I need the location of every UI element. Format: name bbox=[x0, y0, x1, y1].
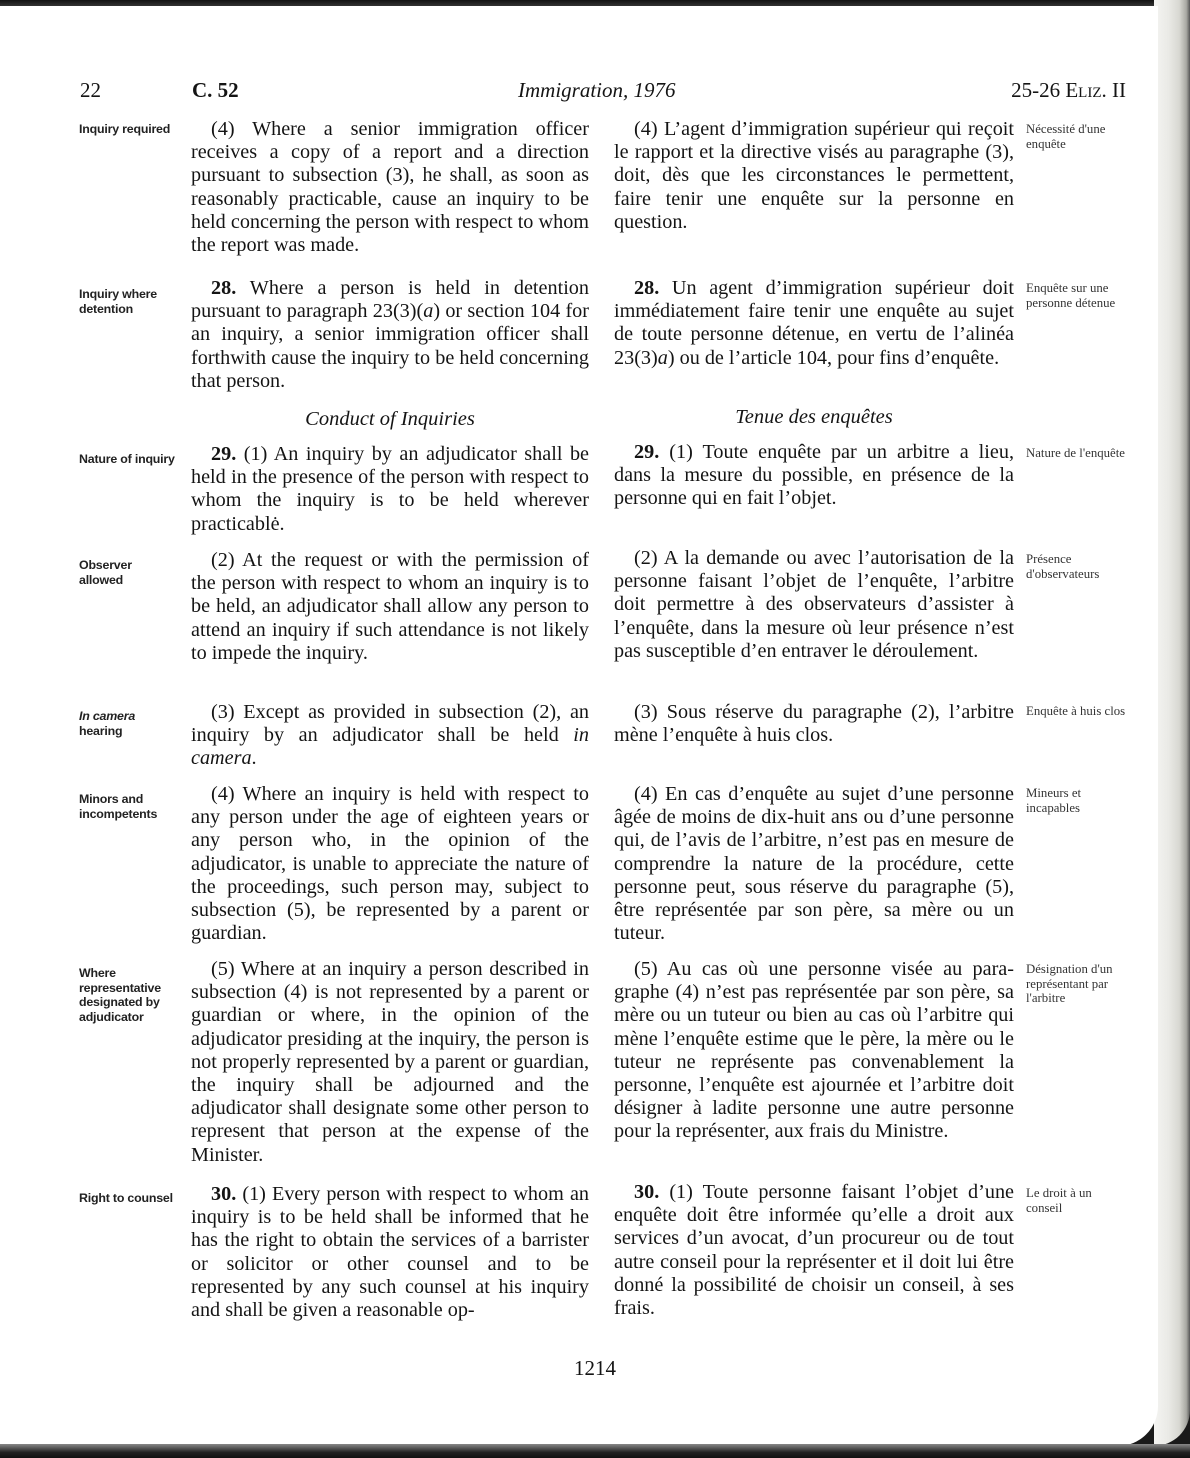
marginal-note-en: Observer allowed bbox=[79, 558, 132, 587]
section-text-fr: (2) A la demande ou avec l’autorisation de la personne faisant l’objet de l’enquête, l’arbitre doit permettre à des observateurs d’assister à l’enquête, dans la mesure où leur présence n’est pas susceptible d’en entraver le déroulement. bbox=[614, 547, 1014, 662]
section-fr bbox=[614, 118, 1014, 234]
chapter-number: C. 52 bbox=[192, 78, 239, 102]
marginal-note-fr: Désignation d'un représentant par l'arbitre bbox=[1026, 962, 1113, 1005]
section-fr bbox=[614, 701, 1014, 747]
section-number: 28. bbox=[211, 277, 237, 299]
running-head bbox=[80, 78, 1130, 108]
marginal-note-fr: Enquête à huis clos bbox=[1026, 704, 1126, 718]
section-text-fr: (3) Sous réserve du paragraphe (2), l’arbitre mène l’enquête à huis clos. bbox=[614, 701, 1014, 747]
section-en bbox=[191, 443, 589, 536]
section-fr bbox=[614, 783, 1014, 945]
section-text-fr: (5) Au cas où une personne visée au paragraphe (4) n’est pas représentée par son père, sa mère ou un tuteur ou bien au cas où l’arbitre qui mène l’enquête estime que le père, la mère ou le tuteur ne représente pas convenablement la personne, l’enquête est ajournée et l’arbitre doit désigner à ladite personne une autre personne pour la représenter, aux frais du Ministre. bbox=[614, 958, 1014, 1143]
marginal-note-fr: Nécessité d'une enquête bbox=[1026, 122, 1106, 151]
section-text-en: (3) Except as provided in subsection (2), an inquiry by an adjudicator shall be held in camera. bbox=[191, 701, 589, 770]
group-heading-fr: Tenue des enquêtes bbox=[735, 406, 893, 428]
section-text-fr: 30. (1) Toute personne faisant l’objet d’une enquête doit être informée qu’elle a droit aux services d’un avocat, d’un procureur ou de tout autre conseil pour la représenter et il doit lui être donné la possibilité de choisir un conseil, à ses frais. bbox=[614, 1181, 1014, 1320]
section-text-en: (4) Where a senior immigration officer receives a copy of a report and a direction pursuant to subsection (3), he shall, as soon as reasonably practicable, cause an inquiry to be held concerning the person with respect to whom the report was made. bbox=[191, 118, 589, 257]
section-number: 29. bbox=[634, 441, 660, 463]
bottom-page-shadow bbox=[0, 1444, 1190, 1458]
marginal-note-en: Right to counsel bbox=[79, 1191, 173, 1205]
section-fr bbox=[614, 958, 1014, 1144]
section-text-en: 29. (1) An inquiry by an adjudicator shall be held in the presence of the person with respect to whom the inquiry is to be held wherever practicablė. bbox=[191, 443, 589, 535]
section-en bbox=[191, 549, 589, 665]
marginal-note-en: Where representative designated by adjudicator bbox=[79, 966, 161, 1024]
folio-page-number: 1214 bbox=[574, 1356, 616, 1380]
marginal-note-en: Nature of inquiry bbox=[79, 452, 175, 466]
section-text-fr: 28. Un agent d’immigration supérieur doit immédiatement faire tenir une enquête au sujet de toute personne détenue, en vertu de l’alinéa 23(3)a) ou de l’article 104, pour fins d’enquête. bbox=[614, 277, 1014, 369]
section-en bbox=[191, 701, 589, 771]
section-text-en: 30. (1) Every person with respect to whom an inquiry is to be held shall be informed that he has the right to obtain the services of a barrister or solicitor or other counsel and to be represented by any such counsel at his inquiry and shall be given a reasonable op- bbox=[191, 1183, 589, 1322]
section-number: 28. bbox=[634, 277, 660, 299]
book-page-edge bbox=[1154, 0, 1190, 1446]
section-text-en: (4) Where an inquiry is held with respect to any person under the age of eighteen years or any person who, in the opinion of the adjudicator, is unable to appreciate the nature of the proceedings, such person may, subject to subsection (5), be represented by a parent or guardian. bbox=[191, 783, 589, 945]
section-en bbox=[191, 958, 589, 1167]
section-fr bbox=[614, 277, 1014, 370]
marginal-note-en: In camera hearing bbox=[79, 709, 136, 738]
marginal-note-fr: Présence d'observateurs bbox=[1026, 552, 1100, 581]
regnal-year: 25-26 Eliz. II bbox=[1011, 78, 1126, 102]
section-fr bbox=[614, 547, 1014, 663]
marginal-note-fr: Le droit à un conseil bbox=[1026, 1186, 1092, 1215]
section-fr bbox=[614, 1181, 1014, 1320]
section-en bbox=[191, 1183, 589, 1322]
section-text-en: 28. Where a person is held in detention pursuant to paragraph 23(3)(a) or section 104 for an inquiry, a senior immigration officer shall forthwith cause the inquiry to be held concerning that person. bbox=[191, 277, 590, 392]
section-number: 30. bbox=[634, 1181, 660, 1203]
marginal-note-en: Inquiry where detention bbox=[79, 287, 157, 316]
marginal-note-en: Inquiry required bbox=[79, 122, 171, 136]
section-text-en: (5) Where at an inquiry a person described in subsection (4) is not represented by a parent or guardian or where, in the opinion of the adjudicator presiding at the inquiry, the person is not properly represented by a parent or guardian, the inquiry shall be adjourned and the adjudicator shall designate some other person to represent that person at the expense of the Minister. bbox=[191, 958, 589, 1166]
page-number: 22 bbox=[80, 78, 101, 102]
section-en bbox=[191, 118, 589, 257]
section-text-fr: (4) En cas d’enquête au sujet d’une personne âgée de moins de dix-huit ans ou d’une personne qui, de l’avis de l’arbitre, n’est pas en mesure de comprendre la nature de la procédure, cette personne peut, sous réserve du paragraphe (5), être représentée par son père, sa mère ou un tuteur. bbox=[614, 783, 1014, 945]
section-text-fr: 29. (1) Toute enquête par un arbitre a lieu, dans la mesure du possible, en présence de la personne qui en fait l’objet. bbox=[614, 441, 1014, 510]
marginal-note-fr: Enquête sur une personne détenue bbox=[1026, 281, 1116, 310]
marginal-note-fr: Nature de l'enquête bbox=[1026, 446, 1125, 460]
act-title: Immigration, 1976 bbox=[518, 78, 676, 102]
statute-page bbox=[0, 6, 1158, 1446]
section-en bbox=[191, 277, 589, 393]
group-heading-en: Conduct of Inquiries bbox=[305, 408, 475, 430]
section-fr bbox=[614, 441, 1014, 511]
marginal-note-fr: Mineurs et incapables bbox=[1026, 786, 1082, 815]
section-number: 30. bbox=[211, 1183, 237, 1205]
section-text-fr: (4) L’agent d’immigration supérieur qui reçoit le rapport et la directive visés au paragraphe (3), doit, dès que les circonstances le permettent, faire tenir une enquête sur la personne en question. bbox=[614, 118, 1014, 233]
marginal-note-en: Minors and incompetents bbox=[79, 792, 158, 821]
section-text-en: (2) At the request or with the permission of the person with respect to whom an inquiry is to be held, an adjudicator shall allow any person to attend an inquiry if such attendance is not likely to impede the inquiry. bbox=[191, 549, 589, 664]
section-en bbox=[191, 783, 589, 945]
section-number: 29. bbox=[211, 443, 237, 465]
